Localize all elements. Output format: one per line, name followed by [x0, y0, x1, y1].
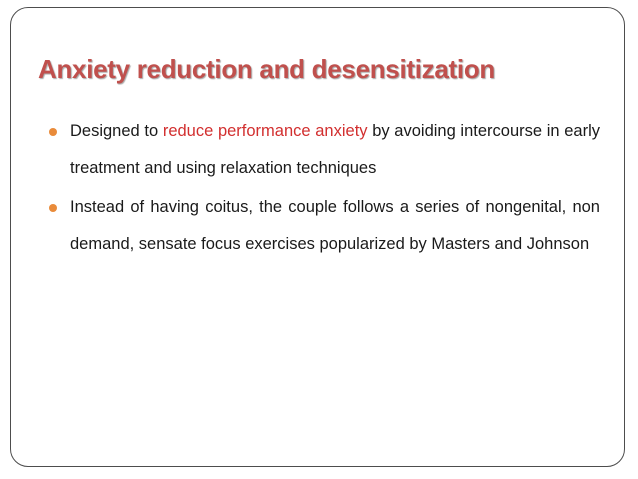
bullet-text-before: Designed to	[70, 122, 163, 140]
bullet-dot-icon	[49, 128, 57, 136]
bullet-dot-icon	[49, 204, 57, 212]
highlighted-phrase: reduce performance anxiety	[162, 122, 368, 140]
bullet-list	[70, 113, 600, 263]
slide-title: Anxiety reduction and desensitization	[38, 54, 495, 84]
bullet-item	[70, 113, 600, 187]
bullet-text-after: by avoiding intercourse in early treatment and using relaxation techniques	[70, 122, 600, 177]
bullet-text: Instead of having coitus, the couple follows a series of nongenital, non demand, sensate focus exercises popularized by Masters and Johnson	[70, 198, 600, 253]
bullet-item	[70, 189, 600, 263]
